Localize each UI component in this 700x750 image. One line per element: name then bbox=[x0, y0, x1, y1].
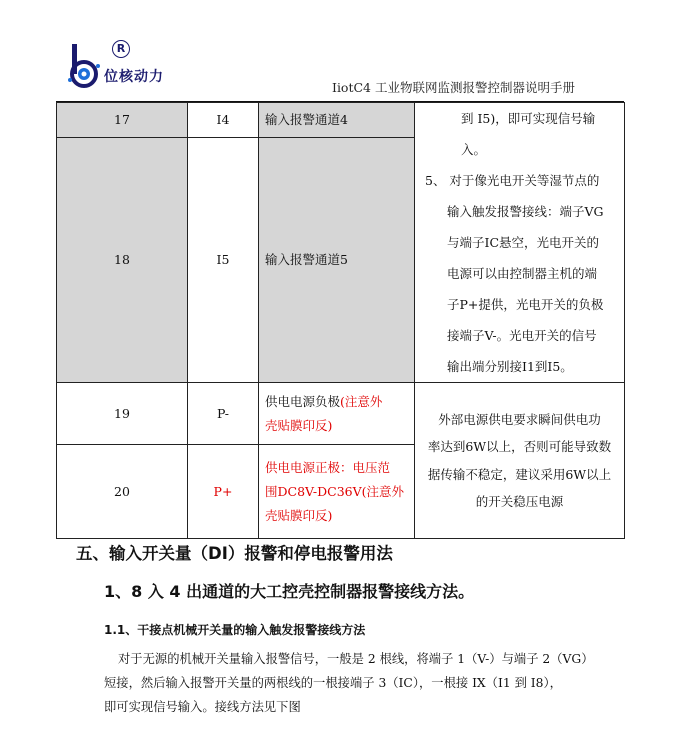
paragraph-line: 即可实现信号输入。接线方法见下图 bbox=[104, 700, 301, 714]
note-line: 到 I5)，即可实现信号输入。 bbox=[461, 111, 596, 157]
paragraph-line: 短接，然后输入报警开关量的两根线的一根接端子 3（IC），一根接 IX（I1 到 I8）， bbox=[104, 676, 562, 690]
note-line: 与端子IC悬空，光电开关的 bbox=[447, 235, 600, 250]
terminal-id: I4 bbox=[188, 103, 259, 138]
paragraph-line: 对于无源的机械开关量输入报警信号，一般是 2 根线，将端子 1（V-）与端子 2（VG） bbox=[118, 652, 594, 666]
registered-mark: R bbox=[112, 40, 130, 58]
logo-text: 位核动力 bbox=[104, 69, 164, 85]
terminal-description: 输入报警通道4 bbox=[259, 103, 415, 138]
document-title: IiotC4 工业物联网监测报警控制器说明手册 bbox=[332, 80, 575, 95]
terminal-id: P- bbox=[188, 383, 259, 445]
section-heading: 五、输入开关量（DI）报警和停电报警用法 bbox=[76, 544, 393, 563]
row-number: 18 bbox=[57, 137, 188, 382]
subsubsection-heading: 1.1、干接点机械开关量的输入触发报警接线方法 bbox=[104, 623, 366, 637]
note-line: 5、 对于像光电开关等湿节点的 bbox=[425, 173, 600, 188]
power-supply-note bbox=[415, 383, 625, 539]
warning-text: 壳贴膜印反) bbox=[265, 417, 333, 433]
warning-text: (注意外 bbox=[340, 393, 383, 409]
table-row bbox=[57, 383, 625, 445]
note-line: 输出端分别接I1到I5。 bbox=[447, 359, 573, 374]
row-number: 17 bbox=[57, 103, 188, 138]
note-line: 的开关稳压电源 bbox=[475, 494, 564, 509]
note-line: 外部电源供电要求瞬间供电功 bbox=[438, 411, 601, 427]
row-number: 19 bbox=[57, 383, 188, 445]
terminal-description: 输入报警通道5 bbox=[259, 137, 415, 382]
company-logo bbox=[64, 40, 184, 90]
note-line: 率达到6W以上，否则可能导致数 bbox=[427, 439, 612, 454]
note-line: 电源可以由控制器主机的端 bbox=[447, 266, 598, 281]
row-number: 20 bbox=[57, 445, 188, 539]
subsection-heading: 1、8 入 4 出通道的大工控壳控制器报警接线方法。 bbox=[104, 582, 475, 601]
body-paragraph bbox=[104, 647, 624, 719]
warning-text: 供电电源正极：电压范 bbox=[265, 459, 391, 475]
note-line: 据传输不稳定，建议采用6W以上 bbox=[427, 466, 612, 482]
wiring-notes bbox=[415, 103, 625, 383]
terminal-table bbox=[56, 102, 625, 539]
note-line: 输入触发报警接线：端子VG bbox=[447, 204, 604, 219]
warning-text: 围DC8V-DC36V(注意外 bbox=[265, 483, 405, 499]
note-line: 子P+提供，光电开关的负极 bbox=[447, 297, 604, 312]
warning-text: 壳贴膜印反) bbox=[265, 507, 333, 523]
description-text: 供电电源负极 bbox=[265, 393, 341, 409]
note-line: 接端子V-。光电开关的信号 bbox=[447, 328, 597, 343]
terminal-id: P+ bbox=[188, 445, 259, 539]
logo-mark-icon bbox=[64, 44, 108, 88]
terminal-description bbox=[259, 383, 415, 445]
terminal-id: I5 bbox=[188, 137, 259, 382]
terminal-description bbox=[259, 445, 415, 539]
table-row bbox=[57, 103, 625, 138]
